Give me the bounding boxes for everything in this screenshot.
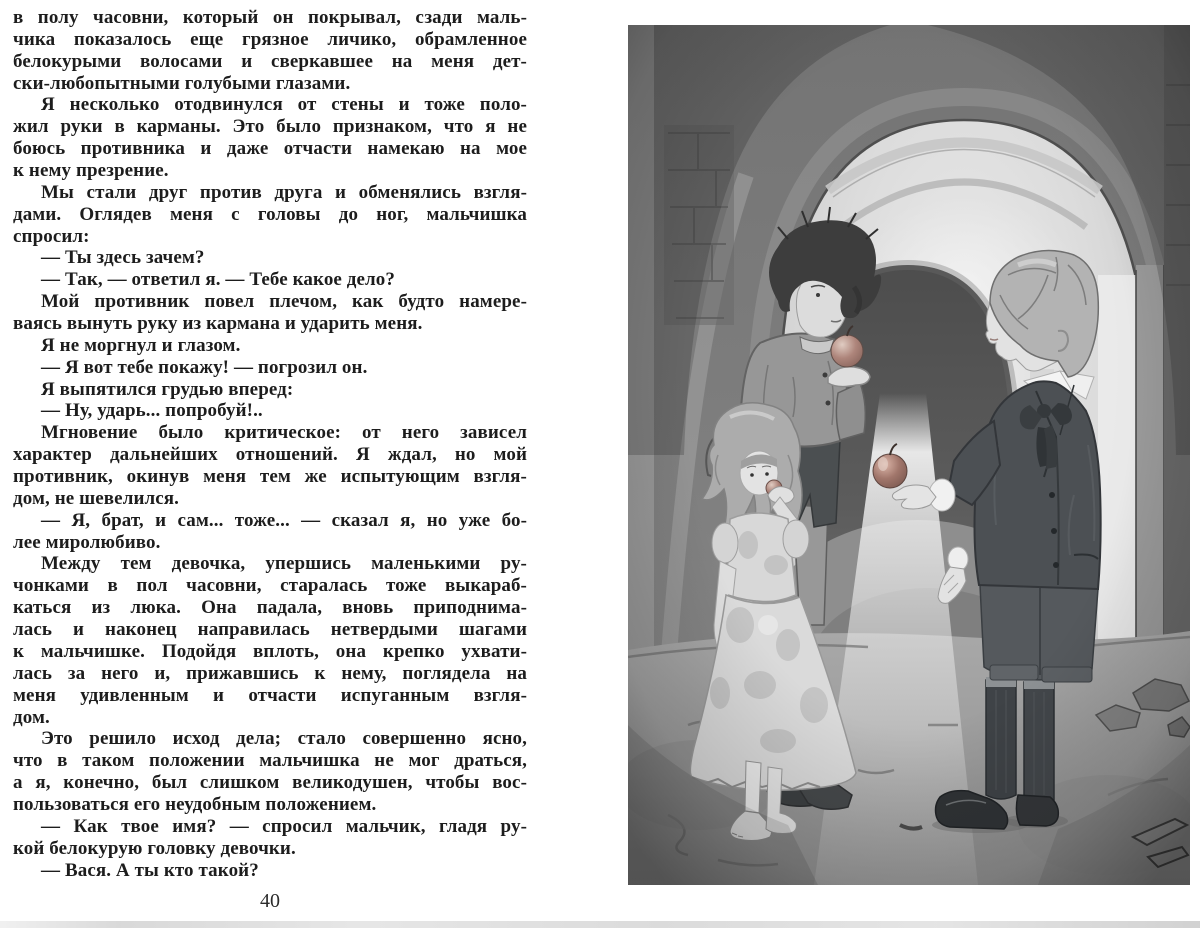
- text-line: дом.: [13, 706, 50, 728]
- text-line: меня удивленным и отчасти испуганным взгля-: [13, 684, 527, 706]
- text-line: — Я, брат, и сам... тоже... — сказал я, но уже бо-: [41, 509, 527, 531]
- text-line: белокурыми волосами и сверкавшее на меня дет-: [13, 50, 527, 72]
- text-line: — Я вот тебе покажу! — погрозил он.: [41, 356, 368, 378]
- text-line: ски-любопытными голубыми глазами.: [13, 72, 351, 94]
- text-line: дами. Оглядев меня с головы до ног, мальчишка: [13, 203, 527, 225]
- text-line: жил руки в карманы. Это было признаком, что я не: [13, 116, 527, 138]
- text-line: чонками в пол часовни, старалась тоже выкараб-: [13, 575, 527, 597]
- text-line: Мы стали друг против друга и обменялись взгля-: [41, 181, 527, 203]
- text-line: Это решило исход дела; стало совершенно ясно,: [41, 728, 527, 750]
- text-line: кой белокурую головку девочки.: [13, 837, 296, 859]
- text-line: что в таком положении мальчишка не мог драться,: [13, 750, 527, 772]
- text-line: лась и наконец направилась нетвердыми шагами: [13, 619, 527, 641]
- text-line: Мгновение было критическое: от него зависел: [41, 422, 527, 444]
- text-line: — Вася. А ты кто такой?: [41, 859, 259, 881]
- text-line: Мой противник повел плечом, как будто намере-: [41, 291, 527, 313]
- text-line: — Как твое имя? — спросил мальчик, гладя ру-: [41, 815, 527, 837]
- text-line: лее миролюбиво.: [13, 531, 161, 553]
- text-line: ваясь вынуть руку из кармана и ударить меня.: [13, 313, 423, 335]
- vignette: [628, 25, 1190, 885]
- text-line: — Так, — ответил я. — Тебе какое дело?: [41, 269, 396, 291]
- text-line: Между тем девочка, упершись маленькими ру-: [41, 553, 527, 575]
- illustration: [628, 25, 1190, 885]
- text-line: — Ты здесь зачем?: [41, 247, 205, 269]
- text-line: характер дальнейших отношений. Я ждал, но мой: [13, 444, 527, 466]
- text-line: каться из люка. Она падала, вновь приподнима-: [13, 597, 527, 619]
- text-line: к нему презрение.: [13, 160, 169, 182]
- text-line: лась за него и, прижавшись к нему, поглядела на: [13, 662, 527, 684]
- text-line: к мальчишке. Подойдя вплоть, она крепко ухвати-: [13, 640, 527, 662]
- text-line: в полу часовни, который он покрывал, сзади маль-: [13, 7, 527, 28]
- text-line: Я не моргнул и глазом.: [41, 334, 241, 356]
- text-line: пользоваться его неудобным положением.: [13, 793, 377, 815]
- text-line: Я несколько отодвинулся от стены и тоже поло-: [41, 94, 527, 116]
- text-line: противник, окинув меня тем же испытующим взгля-: [13, 466, 527, 488]
- text-line: чика показалось еще грязное личико, обрамленное: [13, 28, 527, 50]
- text-line: Я выпятился грудью вперед:: [41, 378, 294, 400]
- text-line: боюсь противника и даже отчасти намекаю на мое: [13, 138, 527, 160]
- text-line: дом, не шевелился.: [13, 487, 180, 509]
- page-number: 40: [260, 890, 280, 912]
- page-edge-shadow: [0, 921, 1200, 928]
- text-line: спросил:: [13, 225, 90, 247]
- text-line: — Ну, ударь... попробуй!..: [41, 400, 263, 422]
- text-column: [13, 7, 527, 881]
- text-line: а я, конечно, был слишком великодушен, чтобы вос-: [13, 772, 527, 794]
